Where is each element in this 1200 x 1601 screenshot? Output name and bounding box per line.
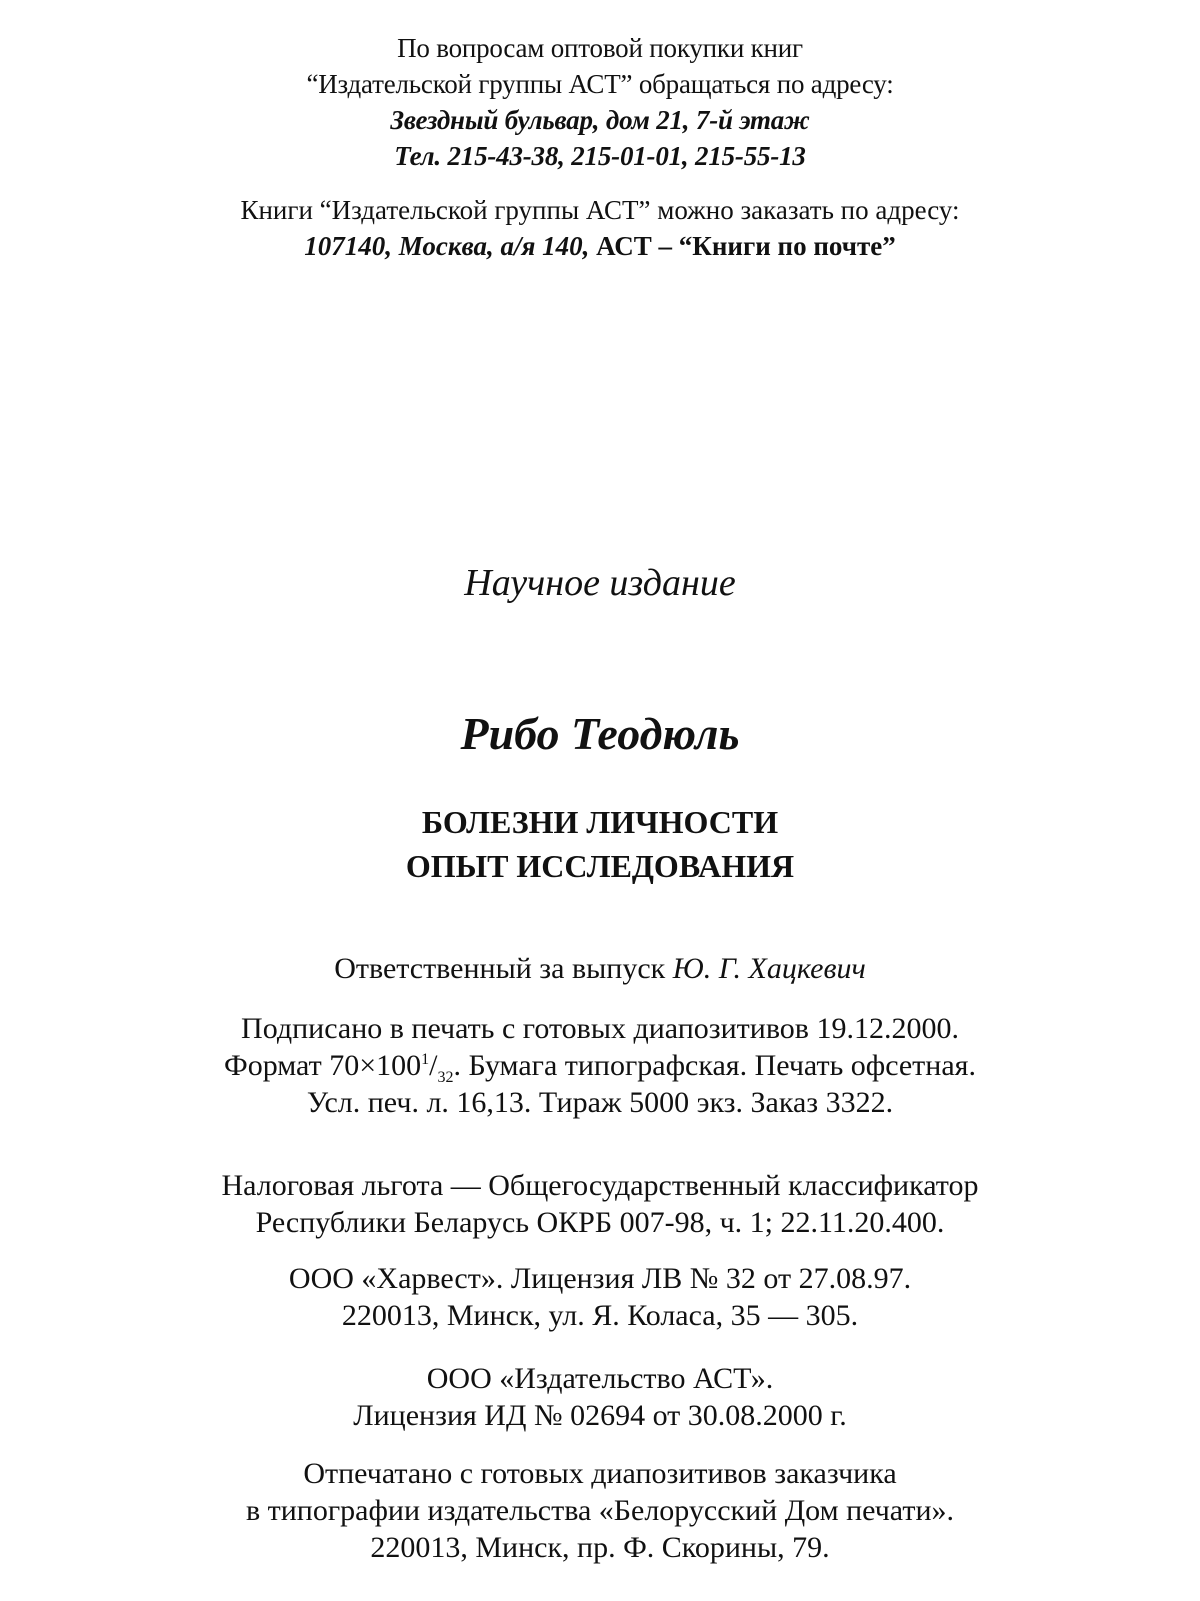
tax-line-2: Республики Беларусь ОКРБ 007-98, ч. 1; 22.11.20.400. — [255, 1206, 945, 1239]
wholesale-phones: Тел. 215-43-38, 215-01-01, 215-55-13 — [394, 141, 806, 171]
mail-order-line-2 — [0, 228, 1200, 264]
ast-license-line-1: ООО «Издательство АСТ». — [426, 1362, 774, 1395]
print-signed: Подписано в печать с готовых диапозитивов 19.12.2000. — [241, 1012, 959, 1045]
format-suffix: . Бумага типографская. Печать офсетная. — [453, 1049, 976, 1082]
wholesale-address: Звездный бульвар, дом 21, 7-й этаж — [390, 105, 810, 135]
printing-house-info — [0, 1455, 1200, 1566]
wholesale-info — [0, 30, 1200, 174]
responsible-line — [0, 950, 1200, 987]
responsible-name: Ю. Г. Хацкевич — [672, 952, 866, 985]
printed-line-1: Отпечатано с готовых диапозитивов заказчика — [303, 1457, 897, 1490]
printed-line-3: 220013, Минск, пр. Ф. Скорины, 79. — [370, 1531, 830, 1564]
ast-license-info — [0, 1360, 1200, 1434]
ast-license-line-2: Лицензия ИД № 02694 от 30.08.2000 г. — [353, 1399, 847, 1432]
genre-label: Научное издание — [464, 562, 736, 604]
author-name: Рибо Теодюль — [460, 708, 740, 759]
mail-order-line-1: Книги “Издательской группы АСТ” можно заказать по адресу: — [240, 195, 960, 225]
harvest-line-2: 220013, Минск, ул. Я. Коласа, 35 — 305. — [341, 1299, 859, 1332]
responsible-editor — [0, 950, 1200, 987]
responsible-label: Ответственный за выпуск — [334, 952, 666, 985]
tax-info — [0, 1167, 1200, 1241]
printed-line-2: в типографии издательства «Белорусский Дом печати». — [245, 1494, 955, 1527]
book-title-line-1: БОЛЕЗНИ ЛИЧНОСТИ — [421, 804, 779, 840]
format-denominator: 32 — [437, 1069, 454, 1086]
harvest-info — [0, 1260, 1200, 1334]
harvest-line-1: ООО «Харвест». Лицензия ЛВ № 32 от 27.08.97. — [288, 1262, 912, 1295]
tax-line-1: Налоговая льгота — Общегосударственный классификатор — [221, 1169, 979, 1202]
format-numerator: 1 — [421, 1051, 430, 1068]
print-details — [0, 1010, 1200, 1121]
mail-order-service: АСТ – “Книги по почте” — [596, 231, 896, 261]
wholesale-line-2: “Издательской группы АСТ” обращаться по адресу: — [306, 69, 894, 99]
wholesale-line-1: По вопросам оптовой покупки книг — [397, 33, 803, 63]
print-run: Усл. печ. л. 16,13. Тираж 5000 экз. Заказ 3322. — [306, 1086, 894, 1119]
mail-order-info — [0, 192, 1200, 264]
book-title — [0, 800, 1200, 888]
book-title-line-2: ОПЫТ ИССЛЕДОВАНИЯ — [405, 848, 795, 884]
format-prefix: Формат 70×100 — [224, 1049, 422, 1082]
print-format: Формат $70\times 100^1/_{32}$. Бумага типографская. Печать офсетная. — [224, 1049, 976, 1086]
mail-order-address: 107140, Москва, а/я 140, — [304, 231, 590, 261]
